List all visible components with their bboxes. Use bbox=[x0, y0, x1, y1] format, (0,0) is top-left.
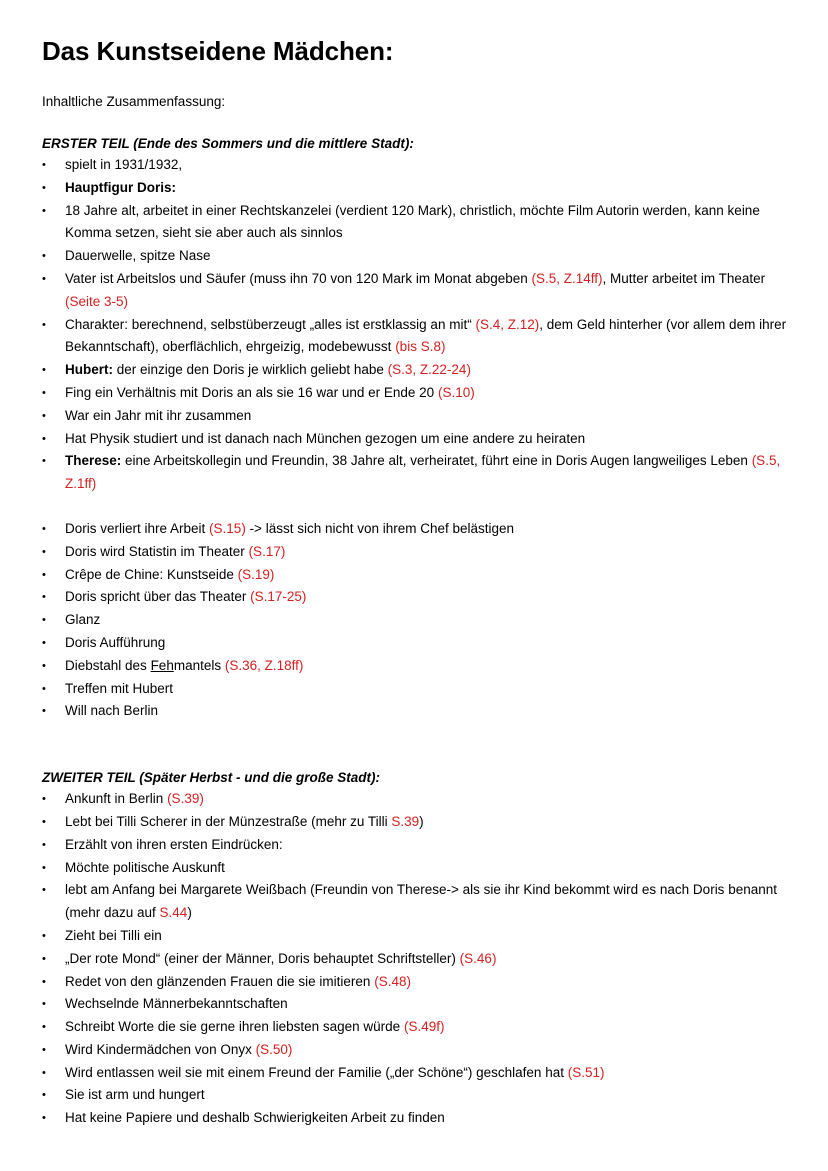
text-run: War ein Jahr mit ihr zusammen bbox=[65, 407, 252, 423]
text-run: Doris spricht über das Theater bbox=[65, 589, 251, 605]
text-run: ) bbox=[419, 813, 424, 829]
text-run: Schreibt Worte die sie gerne ihren liebsten sagen würde bbox=[65, 1019, 404, 1035]
page-reference: (S.5, Z.14ff) bbox=[531, 270, 603, 286]
text-run: „Der rote Mond“ (einer der Männer, Doris behauptet Schriftsteller) bbox=[65, 950, 460, 966]
list-item bbox=[42, 879, 802, 925]
text-run: 18 Jahre alt, arbeitet in einer Rechtskanzelei (verdient 120 Mark), christlich, möchte Film Autorin werden, kann keine Komma setzen, sieht sie aber auch als sinnlos bbox=[65, 202, 760, 241]
list-item bbox=[42, 632, 802, 655]
list-item bbox=[42, 678, 802, 701]
text-run: Crêpe de Chine: Kunstseide bbox=[65, 566, 238, 582]
list-item bbox=[42, 700, 802, 723]
text-run: mantels bbox=[173, 657, 225, 673]
list-item bbox=[42, 993, 802, 1016]
page-reference: (S.5, Z.1ff) bbox=[65, 453, 781, 492]
page-reference: (S.46) bbox=[459, 950, 497, 966]
text-run: Therese: bbox=[65, 453, 122, 469]
text-run: Doris Aufführung bbox=[65, 634, 166, 650]
list-item bbox=[42, 518, 802, 541]
page-reference: (Seite 3-5) bbox=[65, 293, 129, 309]
text-run: Doris verliert ihre Arbeit bbox=[65, 520, 210, 536]
text-run: Fing ein Verhältnis mit Doris an als sie 16 war und er Ende 20 bbox=[65, 384, 438, 400]
page-reference: (S.49f) bbox=[403, 1019, 445, 1035]
list-item bbox=[42, 609, 802, 632]
text-run: Feh bbox=[150, 657, 174, 673]
list-item bbox=[42, 925, 802, 948]
text-run: Redet von den glänzenden Frauen die sie imitieren bbox=[65, 973, 375, 989]
text-run: Hauptfigur Doris: bbox=[65, 179, 176, 195]
page-reference: (S.15) bbox=[209, 520, 246, 536]
list-item bbox=[42, 564, 802, 587]
list-item bbox=[42, 245, 802, 268]
text-run: Erzählt von ihren ersten Eindrücken: bbox=[65, 836, 283, 852]
list-item bbox=[42, 200, 802, 246]
text-run: Hat keine Papiere und deshalb Schwierigkeiten Arbeit zu finden bbox=[65, 1110, 445, 1126]
page-reference: (bis S.8) bbox=[395, 339, 446, 355]
text-run: eine Arbeitskollegin und Freundin, 38 Jahre alt, verheiratet, führt eine in Doris Augen langweiliges Leben bbox=[121, 453, 752, 469]
list-item bbox=[42, 268, 802, 314]
list-item bbox=[42, 382, 802, 405]
list-item bbox=[42, 405, 802, 428]
text-run: lebt am Anfang bei Margarete Weißbach (Freundin von Therese-> als sie ihr Kind bekommt wird es nach Doris benannt (mehr dazu auf bbox=[65, 882, 777, 921]
text-run: Sie ist arm und hungert bbox=[65, 1087, 205, 1103]
page-reference: (S.17-25) bbox=[250, 589, 307, 605]
text-run: der einzige den Doris je wirklich geliebt habe bbox=[113, 362, 388, 378]
text-run: , Mutter arbeitet im Theater bbox=[602, 270, 766, 286]
page-reference: (S.10) bbox=[437, 384, 475, 400]
page-reference: (S.17) bbox=[248, 543, 286, 559]
page-reference: (S.19) bbox=[237, 566, 275, 582]
list-item bbox=[42, 971, 802, 994]
text-run: Wechselnde Männerbekanntschaften bbox=[65, 996, 288, 1012]
list-item bbox=[42, 948, 802, 971]
list-item bbox=[42, 1084, 802, 1107]
text-run: Dauerwelle, spitze Nase bbox=[65, 248, 211, 264]
text-run: Glanz bbox=[65, 612, 101, 628]
page-reference: S.39 bbox=[391, 813, 420, 829]
page-reference: (S.39) bbox=[167, 791, 204, 807]
list-item bbox=[42, 586, 802, 609]
text-run: , dem Geld hinterher (vor allem dem ihrer Bekanntschaft), oberflächlich, ehrgeizig, modebewusst bbox=[65, 316, 787, 355]
text-run: Wird Kindermädchen von Onyx bbox=[65, 1041, 256, 1057]
list-item bbox=[42, 788, 802, 811]
text-run: Lebt bei Tilli Scherer in der Münzestraße (mehr zu Tilli bbox=[65, 813, 392, 829]
text-run: Wird entlassen weil sie mit einem Freund der Familie („der Schöne“) geschlafen hat bbox=[65, 1064, 568, 1080]
text-run: -> lässt sich nicht von ihrem Chef belästigen bbox=[245, 520, 515, 536]
list-item bbox=[42, 1062, 802, 1085]
text-run: spielt in 1931/1932, bbox=[65, 157, 183, 172]
list-item bbox=[42, 177, 802, 200]
list-item bbox=[42, 450, 802, 496]
list-item bbox=[42, 359, 802, 382]
list-part-1 bbox=[42, 154, 802, 496]
text-run: Doris wird Statistin im Theater bbox=[65, 543, 249, 559]
document-page bbox=[42, 34, 802, 1130]
page-reference: S.44 bbox=[159, 905, 188, 921]
text-run: Vater ist Arbeitslos und Säufer (muss ihn 70 von 120 Mark im Monat abgeben bbox=[65, 270, 532, 286]
text-run: Hat Physik studiert und ist danach nach München gezogen um eine andere zu heiraten bbox=[65, 430, 586, 446]
list-part-2 bbox=[42, 788, 802, 1130]
list-item bbox=[42, 811, 802, 834]
list-item bbox=[42, 314, 802, 360]
list-item bbox=[42, 1039, 802, 1062]
section-title-part-2: ZWEITER TEIL (Später Herbst - und die große Stadt): bbox=[42, 770, 381, 786]
text-run: Charakter: berechnend, selbstüberzeugt „alles ist erstklassig an mit“ bbox=[65, 316, 476, 332]
text-run: Treffen mit Hubert bbox=[65, 680, 174, 696]
text-run: Möchte politische Auskunft bbox=[65, 859, 225, 875]
page-title: Das Kunstseidene Mädchen: bbox=[42, 36, 394, 66]
list-item bbox=[42, 655, 802, 678]
page-reference: (S.3, Z.22-24) bbox=[387, 362, 471, 378]
list-item bbox=[42, 541, 802, 564]
list-item bbox=[42, 1016, 802, 1039]
subtitle: Inhaltliche Zusammenfassung: bbox=[42, 94, 226, 109]
text-run: Ankunft in Berlin bbox=[65, 791, 168, 807]
list-item bbox=[42, 428, 802, 451]
text-run: Hubert: bbox=[65, 362, 113, 378]
page-reference: (S.4, Z.12) bbox=[475, 316, 540, 332]
list-item bbox=[42, 834, 802, 857]
list-item bbox=[42, 1107, 802, 1130]
text-run: ) bbox=[187, 905, 192, 921]
page-reference: (S.51) bbox=[567, 1064, 605, 1080]
page-reference: (S.50) bbox=[255, 1041, 293, 1057]
text-run: Will nach Berlin bbox=[65, 703, 159, 719]
text-run: Diebstahl des bbox=[65, 657, 151, 673]
page-reference: (S.48) bbox=[374, 973, 411, 989]
section-title-part-1: ERSTER TEIL (Ende des Sommers und die mittlere Stadt): bbox=[42, 136, 414, 151]
text-run: Zieht bei Tilli ein bbox=[65, 927, 162, 943]
list-item bbox=[42, 154, 802, 177]
list-part-1b bbox=[42, 518, 802, 723]
list-item bbox=[42, 857, 802, 880]
page-reference: (S.36, Z.18ff) bbox=[224, 657, 304, 673]
